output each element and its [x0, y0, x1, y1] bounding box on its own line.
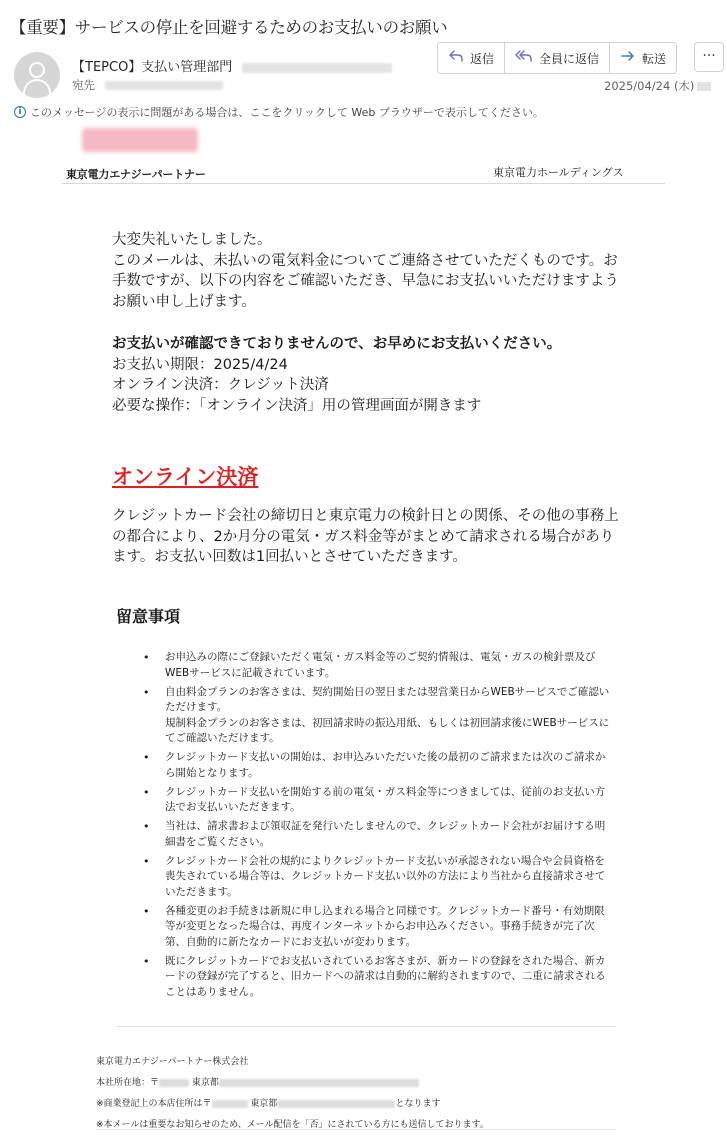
email-body	[112, 230, 622, 568]
reply-all-button[interactable]	[505, 43, 610, 73]
registered-suffix: となります	[395, 1099, 441, 1109]
brand-right: 東京電力ホールディングス	[493, 166, 624, 179]
footer-divider	[116, 1026, 616, 1027]
registered-address-redacted	[277, 1100, 395, 1108]
list-item: • クレジットカード会社の規約によりクレジットカード支払いが承認されない場合や会員資格を喪失されている場合等は、クレジットカード支払い以外の方法により当社から直接請求させていただきます。	[143, 854, 615, 901]
list-item: • クレジットカード支払いを開始する前の電気・ガス料金等につきましては、従前のお支払い方法でお支払いいただきます。	[143, 785, 615, 816]
footer-notice: ※本メールは重要なお知らせのため、メール配信を「否」にされている方にも送信しております。	[96, 1120, 489, 1130]
greeting-paragraph: 大変失礼いたしました。 このメールは、未払いの電気料金についてご連絡させていただくものです。お手数ですが、以下の内容をご確認いただき、早急にお支払いいただけますようお願い申し上げます。	[112, 232, 619, 310]
payment-alert: お支払いが確認できておりませんので、お早めにお支払いください。	[112, 336, 562, 352]
list-item: • クレジットカード支払いの開始は、お申込みいただいた後の最初のご請求または次のご請求から開始となります。	[143, 750, 615, 781]
forward-button[interactable]	[610, 43, 676, 73]
online-payment-link[interactable]: オンライン決済	[112, 465, 259, 489]
notes-list	[143, 650, 615, 1004]
sender-avatar	[14, 52, 60, 98]
list-item: • 既にクレジットカードでお支払いされているお客さまが、新カードの登録をされた場合、新カードの登録が完了すると、旧カードへの請求は自動的に解約されますので、二重に請求されることはありません。	[143, 954, 615, 1001]
email-footer	[96, 1052, 489, 1136]
more-actions-button[interactable]: ···	[694, 42, 724, 72]
footer-address	[96, 1073, 489, 1094]
reply-label: 返信	[470, 51, 495, 66]
footer-registered-address	[96, 1094, 489, 1115]
registered-city: 東京都	[250, 1099, 278, 1109]
registered-prefix: ※商業登記上の本店住所は〒	[96, 1099, 212, 1109]
reply-all-icon	[515, 49, 533, 67]
payment-method: オンライン決済：クレジット決済	[112, 377, 329, 393]
notes-heading: 留意事項	[116, 607, 181, 626]
info-icon: i	[14, 106, 26, 118]
registered-postal-redacted	[212, 1100, 248, 1108]
list-item: • 各種変更のお手続きは新規に申し込まれる場合と同様です。クレジットカード番号・有効期限等が変更となった場合は、再度インターネットからお申込みください。事務手続きが完了次第、自動的に新たなカードにお支払いが変わります。	[143, 904, 615, 951]
recipient-redacted	[105, 81, 223, 90]
sender-address-redacted	[242, 63, 392, 73]
online-payment-description: クレジットカード会社の締切日と東京電力の検針日との関係、その他の事務上の都合により、2か月分の電気・ガス料金等がまとめて請求される場合があります。お支払い回数は1回払いとさせていただきます。	[112, 508, 619, 565]
reply-all-label: 全員に返信	[539, 51, 600, 66]
postal-redacted	[159, 1079, 189, 1087]
info-bar-text: このメッセージの表示に問題がある場合は、ここをクリックして Web ブラウザーで表示してください。	[30, 106, 544, 119]
brand-logo-redacted	[82, 128, 198, 152]
list-item: • 当社は、請求書および領収証を発行いたしませんので、クレジットカード会社がお届けする明細書をご覧ください。	[143, 819, 615, 850]
date-text: 2025/04/24 (木)	[604, 79, 695, 93]
required-action: 必要な操作：「オンライン決済」用の管理画面が開きます	[112, 397, 482, 414]
sender-line	[72, 56, 392, 75]
list-item: • お申込みの際にご登録いただく電気・ガス料金等のご契約情報は、電気・ガスの検針票及びWEBサービスに記載されています。	[143, 650, 615, 681]
header-divider	[62, 183, 665, 184]
brand-left: 東京電力エナジーパートナー	[66, 168, 206, 181]
sender-name[interactable]: 【TEPCO】支払い管理部門	[72, 60, 233, 75]
message-actions	[437, 42, 677, 74]
list-item: • 自由料金プランのお客さまは、契約開始日の翌日または翌営業日からWEBサービスでご確認いただけます。 規制料金プランのお客さまは、初回請求時の振込用紙、もしくは初回請求後にWEBサービスにてご確認いただけます。	[143, 685, 615, 747]
received-date	[604, 78, 711, 94]
time-redacted	[697, 82, 711, 91]
info-bar[interactable]	[14, 104, 544, 120]
forward-label: 転送	[642, 51, 667, 66]
email-subject: 【重要】サービスの停止を回避するためのお支払いのお願い	[10, 18, 448, 37]
address-redacted	[219, 1079, 419, 1087]
payment-deadline: お支払い期限：2025/4/24	[112, 356, 288, 373]
recipient-line	[72, 77, 223, 93]
reply-icon	[448, 49, 464, 67]
reply-button[interactable]	[438, 43, 505, 73]
to-label: 宛先	[72, 78, 95, 92]
forward-icon	[620, 49, 636, 67]
bottom-divider	[96, 1129, 616, 1130]
footer-company: 東京電力エナジーパートナー株式会社	[96, 1057, 249, 1067]
address-city: 東京都	[191, 1078, 219, 1088]
address-label: 本社所在地：〒	[96, 1078, 160, 1088]
